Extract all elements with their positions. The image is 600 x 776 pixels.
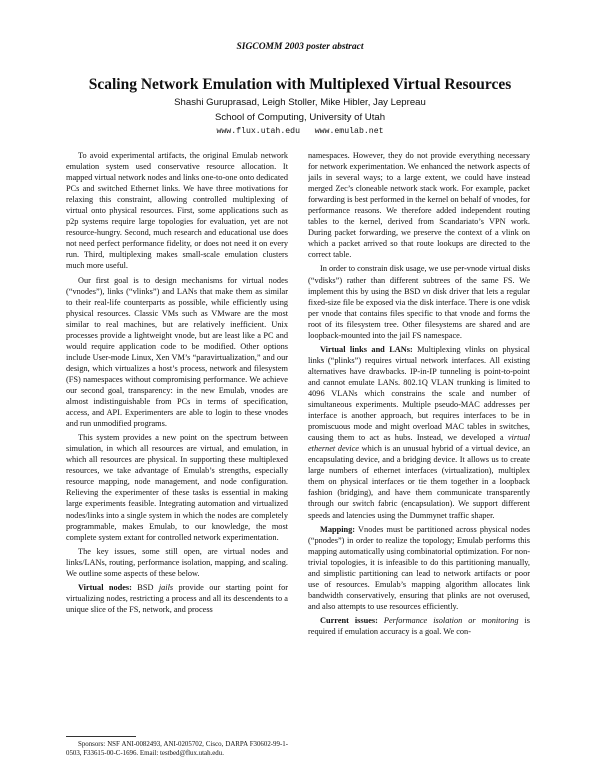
- text-run: disk driver that lets a regular fixed-size file be exposed via the disk interface. There is one vdisk per vnode that contains files specific to that vnode and forms the root of its filesystem tree. Other filesystems are shared and are loopback-mounted into the jail FS namespace.: [308, 286, 530, 340]
- text-run: Multiplexing vlinks on physical links (“plinks”) requires virtual network interfaces. All existing alternatives have drawbacks. IP-in-IP tunneling is point-to-point and cannot emulate LANs. 802.1Q VLAN trunking is limited to 4096 VLANs which constrains the scale and number of simultaneous experiments. Multiple pseudo-MAC addresses per interface is another approach, but requires interfaces to be in promiscuous mode and might overload MAC tables in switches, causing them to act as hubs. Instead, we developed a: [308, 344, 530, 443]
- body-paragraph: Our first goal is to design mechanisms for virtual nodes (“vnodes”), links (“vlinks”) and LANs that make them as similar to their real-life counterparts as possible, while efficiently using physical resources. Classic VMs such as VMware are the most similar to real machines, but are relatively inefficient. Unix processes provide a lightweight vnode, but are least like a PC and would require application code to be modified. Other options include User-mode Linux, Xen VM’s “paravirtualization,” and our design, which virtualizes a host’s process, network and filesystem (FS) namespaces without compromising performance. We achieve our second goal, transparency: in the new Emulab, vnodes are almost indistinguishable from PCs in terms of specification, access, and API. Experimenters are able to login to these vnodes and run unmodified programs.: [66, 275, 288, 429]
- body-paragraph: [308, 344, 530, 521]
- body-paragraph: [66, 582, 288, 615]
- body-paragraph: [308, 263, 530, 340]
- emphasis: virtual ethernet device: [308, 433, 530, 454]
- text-run: provide our starting point for virtualizing nodes, restricting a process and all its descendents to a unique slice of the FS, network, and process: [66, 582, 288, 614]
- right-column: [308, 150, 530, 750]
- left-column: [66, 150, 288, 734]
- project-urls: www.flux.utah.edu www.emulab.net: [216, 127, 384, 136]
- affiliation: School of Computing, University of Utah: [214, 112, 386, 123]
- body-paragraph: To avoid experimental artifacts, the original Emulab network emulation system used conservative resource allocation. It mapped virtual network nodes and links one-to-one onto dedicated PCs and switched Ethernet links. We have three motivations for relaxing this constraint, allowing controlled multiplexing of virtual onto physical resources. First, some applications such as p2p systems require large topologies for evaluation, yet are not resource-hungry. Second, much research and educational use does not need perfect performance fidelity, or does not need it on every run. Third, multiplexing makes small-scale emulation clusters much more useful.: [66, 151, 288, 271]
- emphasis: Performance isolation or monitoring: [383, 615, 519, 625]
- run-in-heading: Virtual nodes:: [78, 582, 132, 592]
- run-in-heading: Mapping:: [320, 524, 356, 534]
- paper-title: Scaling Network Emulation with Multiplexed Virtual Resources: [88, 76, 512, 93]
- emphasis: jails: [158, 582, 174, 592]
- body-paragraph: [308, 615, 530, 637]
- body-paragraph: This system provides a new point on the spectrum between simulation, in which all resources are virtual, and emulation, in which all resources are physical. In supporting these multiplexed resources, we take advantage of Emulab’s strengths, especially resource mapping, node management, and node configuration. Relieving the experimenter of these tasks is essential in making large experiments feasible. Integrating automation and virtualized nodes/links into a single system in which the nodes are completely programmable, makes Emulab, to our knowledge, the most complete system extant for controlled network experimentation.: [66, 433, 288, 542]
- text-run: is required if emulation accuracy is a goal. We con-: [308, 615, 530, 636]
- body-paragraph: [308, 524, 530, 612]
- footnote-rule: [66, 736, 136, 737]
- author-list: Shashi Guruprasad, Leigh Stoller, Mike Hibler, Jay Lepreau: [174, 97, 426, 108]
- body-paragraph: The key issues, some still open, are virtual nodes and links/LANs, routing, performance isolation, mapping, and scaling. We outline some aspects of these below.: [66, 546, 288, 578]
- text-run: BSD: [131, 582, 159, 592]
- emphasis: vn: [422, 286, 431, 296]
- venue-header: SIGCOMM 2003 poster abstract: [236, 42, 364, 52]
- footnote: [66, 740, 288, 758]
- body-paragraph: namespaces. However, they do not provide everything necessary for network experimentation. We enhanced the network aspects of jails in several ways; to a large extent, we could have instead merged Zec’s cloneable network stack work. For example, packet forwarding is best performed in the kernel on behalf of vnodes, for performance reasons. We therefore added independent routing tables to the kernel, derived from Scandariato’s VPN work. During packet forwarding, we preserve the context of a vlink on which a packet arrived so that route lookups are directed to the correct table.: [308, 151, 530, 260]
- run-in-heading: Current issues:: [320, 615, 378, 625]
- text-run: In order to constrain disk usage, we use per-vnode virtual disks (“vdisks”) rather than different subtrees of the same FS. We implement this by using the BSD: [308, 264, 530, 296]
- footnote-text: Sponsors: NSF ANI-0082493, ANI-0205702, Cisco, DARPA F30602-99-1-0503, F33615-00-C-1696. Email: testbed@flux.utah.edu.: [66, 741, 288, 757]
- text-run: which is an unusual hybrid of a virtual device, an encapsulating device, and a bridging device. It allows us to create large numbers of ethernet interfaces (virtualization), multiplex them on physical interfaces or tie them together in a loopback fashion (bridging), and have them communicate transparently through our switch fabric (encapsulation). We support different speeds and latencies using the Dummynet traffic shaper.: [308, 444, 530, 520]
- run-in-heading: Virtual links and LANs:: [320, 344, 413, 354]
- text-run: Vnodes must be partitioned across physical nodes (“pnodes”) in order to realize the topology; Emulab performs this mapping automatically using combinatorial optimization. For non-trivial topologies, it is infeasible to do this partitioning manually, and simplistic partitioning can lead to network artifacts or poor use of resources. Emulab’s mapping algorithm allocates link bandwidth conservatively, ensuring that plinks are not overused, and also attempts to use resources efficiently.: [308, 524, 530, 611]
